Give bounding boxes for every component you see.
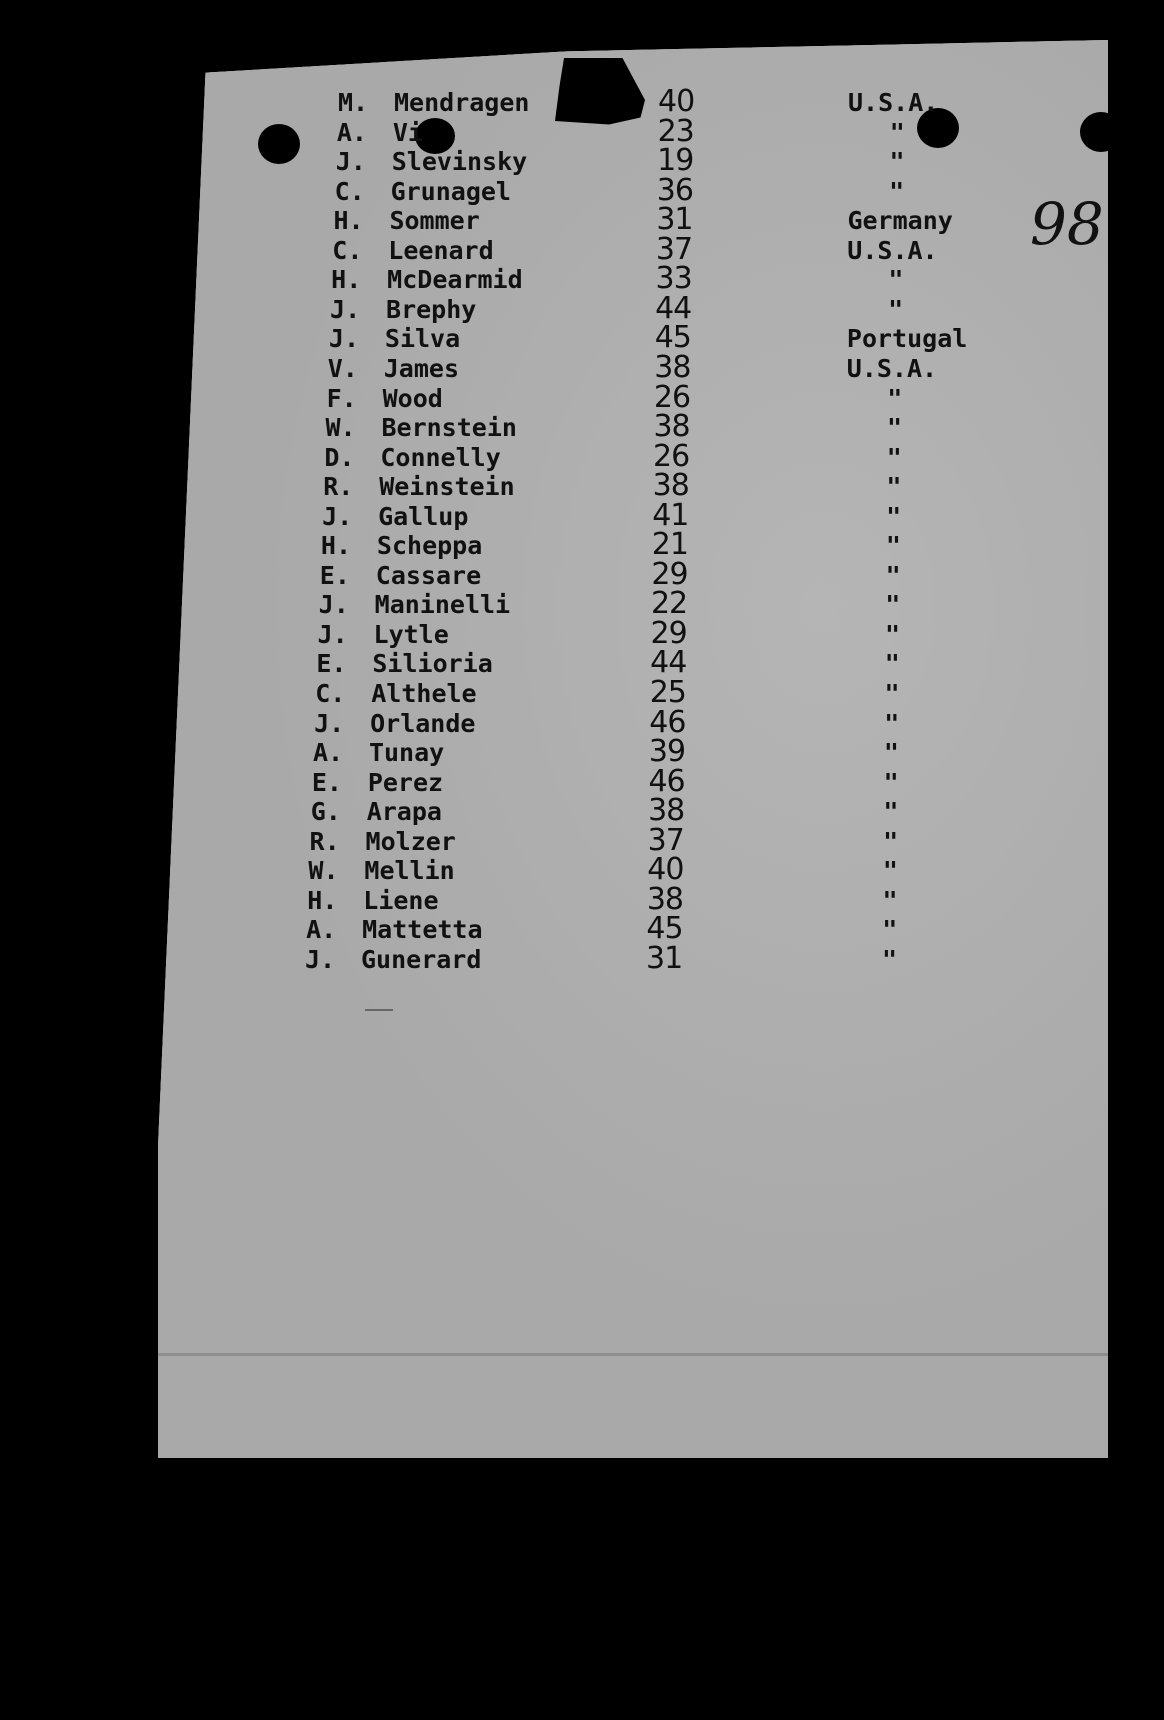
entry-age: 37 (647, 822, 684, 858)
entry-initial: H. (331, 265, 362, 295)
entry-initial: C. (332, 235, 363, 265)
entry-country: " (885, 560, 901, 590)
entry-country: " (884, 679, 900, 708)
entry-surname: Leenard (388, 235, 494, 265)
entry-surname: James (383, 353, 460, 383)
entry-country: " (884, 649, 900, 679)
entry-surname: Tunay (368, 738, 445, 768)
entry-surname: Mattetta (362, 915, 483, 945)
entry-surname: Gallup (378, 501, 469, 531)
entry-initial: R. (309, 826, 340, 856)
entry-country: " (887, 383, 903, 413)
entry-surname: Vi (392, 117, 423, 147)
entry-initial: J. (318, 590, 349, 620)
entry-initial: A. (312, 738, 344, 768)
end-mark (365, 1009, 393, 1011)
entry-surname: Connelly (380, 442, 501, 472)
entry-country: " (883, 826, 899, 856)
entry-initial: F. (326, 383, 357, 413)
punch-hole-left (258, 124, 300, 164)
entry-age: 38 (646, 881, 683, 917)
entry-country: " (883, 797, 899, 827)
entry-age: 33 (655, 261, 692, 297)
entry-age: 40 (647, 852, 684, 888)
entry-surname: Mendragen (394, 88, 530, 117)
entry-age: 38 (654, 349, 691, 385)
punch-hole-right (1080, 112, 1122, 152)
entry-initial: M. (338, 88, 369, 117)
entry-initial: H. (320, 531, 352, 561)
entry-surname: Liene (363, 885, 439, 915)
entry-country: " (885, 531, 901, 561)
entry-surname: Brephy (386, 294, 477, 324)
entry-initial: D. (324, 442, 355, 472)
entry-surname: Bernstein (381, 413, 517, 443)
entry-country: " (888, 294, 904, 324)
entry-country: " (882, 885, 898, 915)
entry-country: " (885, 590, 901, 620)
entry-initial: W. (325, 413, 356, 443)
entry-age: 26 (653, 379, 691, 415)
entry-initial: J. (335, 147, 366, 177)
entry-surname: Arapa (366, 797, 442, 827)
entry-initial: J. (328, 324, 359, 354)
entry-country: " (889, 176, 905, 206)
entry-surname: Orlande (370, 708, 476, 738)
entry-country: " (882, 944, 898, 974)
entry-age: 19 (657, 143, 694, 179)
entry-age: 39 (648, 734, 686, 770)
entry-country: " (888, 265, 904, 295)
entry-country: " (886, 413, 903, 443)
entry-country: " (889, 147, 905, 177)
entry-surname: Molzer (365, 826, 456, 856)
entry-country: U.S.A. (847, 235, 938, 265)
entry-surname: Althele (371, 679, 477, 708)
entry-country: " (883, 738, 899, 768)
entry-initial: A. (306, 915, 337, 945)
entry-country: U.S.A. (846, 353, 938, 383)
entry-age: 41 (652, 497, 689, 533)
entry-age: 38 (648, 793, 685, 829)
entry-age: 45 (646, 911, 683, 947)
entry-country: " (882, 915, 898, 945)
paper-sheet (158, 40, 1108, 1458)
entry-country: " (882, 856, 898, 886)
entry-age: 26 (653, 438, 690, 474)
entry-age: 38 (653, 409, 690, 445)
entry-country: " (885, 619, 901, 649)
entry-surname: Lytle (373, 619, 449, 649)
entry-age: 40 (658, 84, 695, 119)
entry-surname: Gunerard (361, 944, 482, 974)
entry-age: 45 (654, 320, 691, 356)
entry-age: 31 (646, 940, 683, 976)
entry-age: 46 (649, 704, 686, 740)
entry-initial: H. (333, 206, 364, 236)
entry-surname: Slevinsky (391, 147, 528, 177)
entry-initial: J. (330, 294, 361, 324)
entry-age: 29 (651, 556, 688, 592)
entry-initial: J. (314, 708, 345, 738)
entry-country: " (883, 767, 899, 797)
entry-age: 44 (650, 645, 687, 681)
entry-surname: Maninelli (374, 590, 511, 620)
entry-country: " (886, 442, 902, 472)
entry-initial: G. (310, 797, 341, 827)
entry-age: 29 (650, 615, 687, 651)
entry-country: Portugal (846, 324, 968, 354)
page-number: 98 (1030, 190, 1104, 258)
entry-country: " (889, 117, 905, 147)
entry-surname: Perez (367, 767, 444, 797)
entry-initial: J. (317, 619, 348, 649)
entry-initial: J. (305, 944, 336, 974)
entry-country: Germany (847, 206, 953, 236)
entry-surname: Mellin (364, 856, 455, 886)
entry-surname: Cassare (375, 560, 482, 590)
entry-surname: McDearmid (387, 265, 523, 295)
entry-age: 23 (657, 113, 694, 149)
entry-initial: V. (327, 353, 358, 383)
entry-age: 22 (650, 586, 688, 622)
entry-age: 44 (655, 290, 692, 326)
entry-initial: E. (311, 767, 342, 797)
paper-fold-line (158, 1353, 1108, 1356)
entry-initial: R. (323, 472, 354, 502)
entry-surname: Wood (382, 383, 443, 413)
entry-country: " (884, 708, 900, 738)
entry-age: 21 (651, 527, 688, 563)
entry-age: 46 (648, 763, 685, 799)
entry-surname: Silva (384, 324, 461, 354)
entry-initial: C. (315, 679, 346, 708)
entry-surname: Sommer (389, 206, 480, 236)
entry-country: " (886, 472, 902, 502)
entry-surname: Silioria (372, 649, 493, 679)
entry-age: 38 (652, 468, 689, 504)
entry-initial: W. (308, 856, 339, 886)
entry-initial: E. (316, 649, 347, 679)
entry-initial: C. (334, 176, 365, 206)
entry-country: U.S.A. (848, 88, 939, 117)
entry-initial: H. (307, 885, 338, 915)
entry-initial: E. (319, 560, 350, 590)
entry-surname: Scheppa (376, 531, 483, 561)
entry-initial: J. (322, 501, 353, 531)
entry-age: 31 (656, 202, 693, 238)
entry-age: 37 (655, 231, 693, 267)
entry-country: " (886, 501, 902, 531)
entry-age: 36 (656, 172, 693, 208)
entry-initial: A. (336, 117, 367, 147)
entry-surname: Weinstein (379, 472, 515, 502)
entry-surname: Grunagel (390, 176, 511, 206)
entry-age: 25 (649, 675, 686, 710)
